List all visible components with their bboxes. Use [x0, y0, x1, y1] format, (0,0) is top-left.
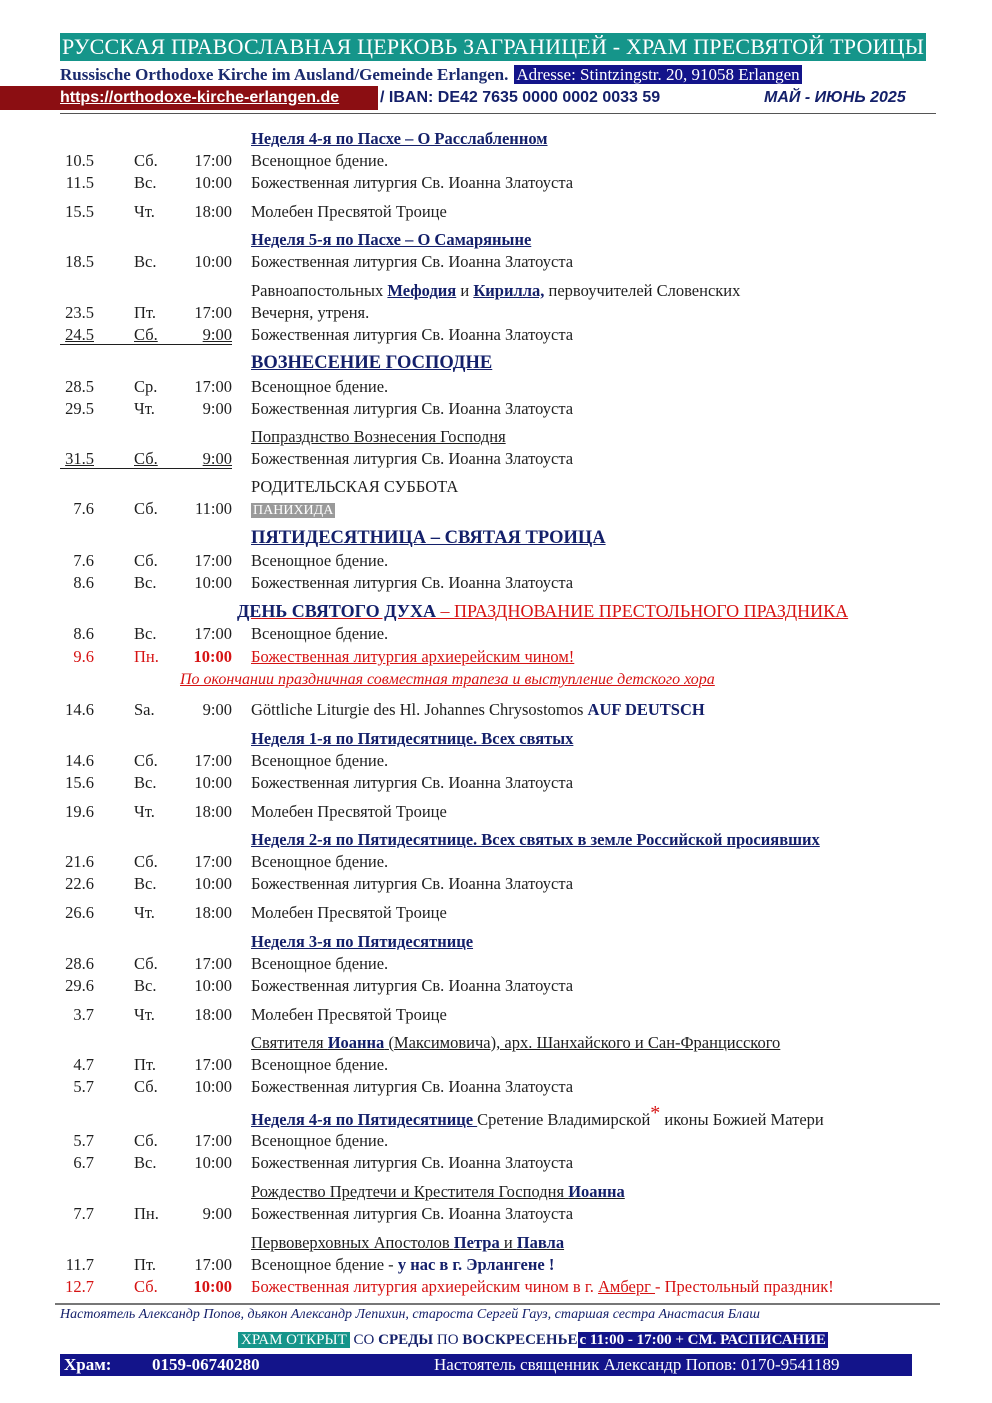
schedule-row: 18.5 Вс. 10:00 Божественная литургия Св. Иоанна Златоуста: [65, 252, 574, 271]
schedule-row: 28.5 Ср. 17:00 Всенощное бдение.: [65, 377, 389, 396]
schedule-row: 24.5 Сб. 9:00 Божественная литургия Св. Иоанна Златоуста: [0, 324, 992, 346]
heading-nativity-baptist: Рождество Предтечи и Крестителя Господня Иоанна: [251, 1182, 625, 1201]
schedule-row: 10.5 Сб. 17:00 Всенощное бдение.: [65, 151, 389, 170]
schedule-row: 28.6 Сб. 17:00 Всенощное бдение.: [65, 954, 389, 973]
heading-sunday-3-pentecost: Неделя 3-я по Пятидесятнице: [251, 932, 474, 951]
schedule-row: 29.6 Вс. 10:00 Божественная литургия Св. Иоанна Златоуста: [65, 976, 574, 995]
heading-afterfeast-ascension: Попразднство Вознесения Господня: [251, 427, 506, 446]
heading-cyril-methodius: Равноапостольных Мефодия и Кирилла, первоучителей Словенских: [251, 281, 741, 300]
schedule-row: 8.6 Вс. 17:00 Всенощное бдение.: [73, 624, 389, 643]
heading-st-john-maximovich: Святителя Иоанна (Максимовича), арх. Шанхайского и Сан-Франциcского: [251, 1033, 781, 1052]
schedule-row: 11.7 Пт. 17:00 Всенощное бдение - у нас в г. Эрлангене !: [65, 1255, 555, 1274]
heading-pentecost: ПЯТИДЕСЯТНИЦА – СВЯТАЯ ТРОИЦА: [251, 528, 606, 548]
schedule-row: 4.7 Пт. 17:00 Всенощное бдение.: [73, 1055, 389, 1074]
schedule-row: 11.5 Вс. 10:00 Божественная литургия Св. Иоанна Златоуста: [65, 173, 574, 192]
heading-peter-paul: Первоверховных Апостолов Петра и Павла: [251, 1233, 565, 1252]
community-name: Russische Orthodoxe Kirche im Ausland/Gemeinde Erlangen.: [60, 65, 509, 84]
header-subtitle-line: [60, 64, 802, 86]
schedule-row: 7.7 Пн. 9:00 Божественная литургия Св. Иоанна Златоуста: [73, 1204, 574, 1223]
schedule-period: МАЙ - ИЮНЬ 2025: [764, 89, 906, 106]
schedule-row-highlight: 12.7 Сб. 10:00 Божественная литургия архиерейским чином в г. Амберг - Престольный праздник!: [65, 1277, 834, 1296]
church-phone: 0159-06740280: [152, 1355, 260, 1374]
opening-hours-badge: с 11:00 - 17:00 + СМ. РАСПИСАНИЕ: [579, 1332, 826, 1348]
rector-contact: Настоятель священник Александр Попов: 0170-9541189: [434, 1355, 840, 1374]
church-title: РУССКАЯ ПРАВОСЛАВНАЯ ЦЕРКОВЬ ЗАГРАНИЦЕЙ - ХРАМ ПРЕСВЯТОЙ ТРОИЦЫ: [62, 34, 925, 59]
church-open-label: ХРАМ ОТКРЫТ: [238, 1332, 350, 1348]
phone-label: Храм:: [64, 1355, 112, 1374]
contact-bar: [60, 1354, 912, 1376]
asterisk-icon: *: [650, 1102, 661, 1124]
schedule-row: 26.6 Чт. 18:00 Молебен Пресвятой Троице: [65, 903, 447, 922]
footer-divider: [55, 1303, 940, 1305]
schedule-row: 14.6 Sa. 9:00 Göttliche Liturgie des Hl. Johannes Chrysostomos AUF DEUTSCH: [65, 700, 705, 719]
schedule-row: 5.7 Сб. 10:00 Божественная литургия Св. Иоанна Златоуста: [73, 1077, 574, 1096]
schedule-row: 6.7 Вс. 10:00 Божественная литургия Св. Иоанна Златоуста: [73, 1153, 574, 1172]
schedule-row: 19.6 Чт. 18:00 Молебен Пресвятой Троице: [65, 802, 447, 821]
heading-sunday-4-pascha: Неделя 4-я по Пасхе – О Расслабленном: [251, 129, 548, 148]
heading-vladimir-icon: Неделя 4-я по Пятидесятнице Сретение Владимирской* иконы Божией Матери: [251, 1102, 824, 1129]
schedule-row: 31.5 Сб. 9:00 Божественная литургия Св. Иоанна Златоуста: [0, 448, 992, 470]
schedule-row: 5.7 Сб. 17:00 Всенощное бдение.: [73, 1131, 389, 1150]
heading-ascension: ВОЗНЕСЕНИЕ ГОСПОДНЕ: [251, 353, 493, 373]
heading-parents-saturday: РОДИТЕЛЬСКАЯ СУББОТА: [251, 477, 459, 496]
address: Adresse: Stintzingstr. 20, 91058 Erlangen: [516, 65, 800, 84]
schedule-row: 7.6 Сб. 17:00 Всенощное бдение.: [73, 551, 389, 570]
trapeza-note: По окончании праздничная совместная трапеза и выступление детского хора: [180, 671, 715, 688]
opening-hours: ХРАМ ОТКРЫТ СО СРЕДЫ ПО ВОСКРЕСЕНЬЕ с 11:00 - 17:00 + СМ. РАСПИСАНИЕ: [238, 1330, 828, 1350]
schedule-row-highlight: 9.6 Пн. 10:00 Божественная литургия архиерейским чином!: [73, 647, 575, 666]
schedule-row: 23.5 Пт. 17:00 Вечерня, утреня.: [65, 303, 370, 322]
website-link[interactable]: https://orthodoxe-kirche-erlangen.de: [60, 89, 340, 106]
schedule-row: 14.6 Сб. 17:00 Всенощное бдение.: [65, 751, 389, 770]
panikhida-badge: ПАНИХИДА: [253, 503, 334, 518]
schedule-row: 29.5 Чт. 9:00 Божественная литургия Св. Иоанна Златоуста: [65, 399, 574, 418]
schedule-row: 21.6 Сб. 17:00 Всенощное бдение.: [65, 852, 389, 871]
heading-all-saints: Неделя 1-я по Пятидесятнице. Всех святых: [251, 729, 574, 748]
schedule-row: 15.5 Чт. 18:00 Молебен Пресвятой Троице: [65, 202, 447, 221]
clergy-list: Настоятель Александр Попов, дьякон Александр Лепихин, староста Сергей Гауз, старшая сестра Анастасия Блаш: [60, 1307, 760, 1322]
schedule-row: 3.7 Чт. 18:00 Молебен Пресвятой Троице: [73, 1005, 447, 1024]
schedule-row: 7.6 Сб. 11:00 ПАНИХИДА: [73, 499, 334, 518]
schedule-row: 22.6 Вс. 10:00 Божественная литургия Св. Иоанна Златоуста: [65, 874, 574, 893]
heading-sunday-5-pascha: Неделя 5-я по Пасхе – О Самаряныне: [251, 230, 532, 249]
heading-holy-spirit-day: ДЕНЬ СВЯТОГО ДУХА – ПРАЗДНОВАНИЕ ПРЕСТОЛЬНОГО ПРАЗДНИКА: [237, 601, 849, 621]
schedule-row: 15.6 Вс. 10:00 Божественная литургия Св. Иоанна Златоуста: [65, 773, 574, 792]
iban: / IBAN: DE42 7635 0000 0002 0033 59: [380, 89, 661, 106]
heading-russian-saints: Неделя 2-я по Пятидесятнице. Всех святых в земле Российской просиявших: [251, 830, 820, 849]
header-divider: [60, 113, 936, 114]
schedule-row: 8.6 Вс. 10:00 Божественная литургия Св. Иоанна Златоуста: [73, 573, 574, 592]
